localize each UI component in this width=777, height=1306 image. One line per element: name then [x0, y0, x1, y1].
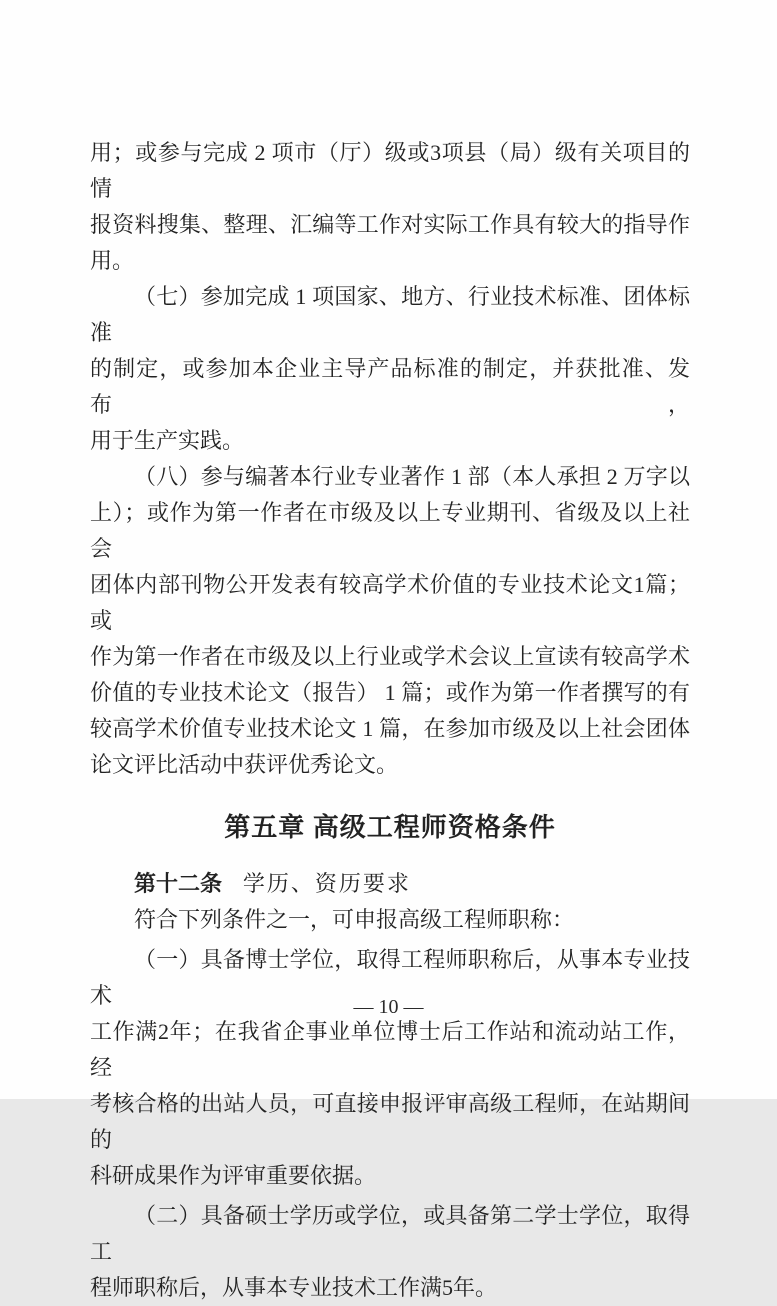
- paragraph-line: 报资料搜集、整理、汇编等工作对实际工作具有较大的指导作用。: [90, 212, 690, 273]
- paragraph-line: 考核合格的出站人员，可直接申报评审高级工程师，在站期间的: [90, 1091, 690, 1152]
- article-title: 学历、资历要求: [242, 871, 411, 896]
- paragraph: [90, 1198, 690, 1306]
- paragraph-line: 作为第一作者在市级及以上行业或学术会议上宣读有较高学术: [90, 644, 690, 669]
- paragraph-line: 价值的专业技术论文（报告） 1 篇；或作为第一作者撰写的有: [90, 680, 690, 705]
- paragraph: [90, 279, 690, 459]
- paragraph-line: 用；或参与完成 2 项市（厅）级或3项县（局）级有关项目的情: [90, 140, 690, 201]
- page-number: — 10 —: [353, 996, 424, 1018]
- article-number: 第十二条: [134, 871, 223, 896]
- paragraph-line: 的制定，或参加本企业主导产品标准的制定，并获批准、发布，: [90, 356, 690, 417]
- article-heading: [90, 866, 690, 902]
- paragraph-line: 论文评比活动中获评优秀论文。: [90, 752, 399, 777]
- paragraph: [90, 135, 690, 279]
- document-body: [90, 135, 690, 1306]
- paragraph-line: （一）具备博士学位，取得工程师职称后，从事本专业技术: [90, 947, 690, 1008]
- paragraph-line: 科研成果作为评审重要依据。: [90, 1163, 377, 1188]
- paragraph: [90, 902, 690, 938]
- paragraph: [90, 942, 690, 1194]
- chapter-heading: 第五章 高级工程师资格条件: [224, 813, 556, 842]
- paragraph-line: （八）参与编著本行业专业著作 1 部（本人承担 2 万字以: [134, 464, 690, 489]
- paragraph-line: 符合下列条件之一，可申报高级工程师职称：: [134, 907, 575, 932]
- paragraph-line: 程师职称后，从事本专业技术工作满5年。: [90, 1275, 498, 1300]
- paragraph-line: 较高学术价值专业技术论文 1 篇，在参加市级及以上社会团体: [90, 716, 690, 741]
- paragraph-line: 团体内部刊物公开发表有较高学术价值的专业技术论文1篇；或: [90, 572, 690, 633]
- paragraph-line: 用于生产实践。: [90, 428, 245, 453]
- paragraph-line: （二）具备硕士学历或学位，或具备第二学士学位，取得工: [90, 1203, 690, 1264]
- paragraph-line: （七）参加完成 1 项国家、地方、行业技术标准、团体标准: [90, 284, 690, 345]
- paragraph-line: 工作满2年；在我省企事业单位博士后工作站和流动站工作，经: [90, 1019, 690, 1080]
- paragraph-line: 上）；或作为第一作者在市级及以上专业期刊、省级及以上社会: [90, 500, 690, 561]
- paragraph: [90, 459, 690, 783]
